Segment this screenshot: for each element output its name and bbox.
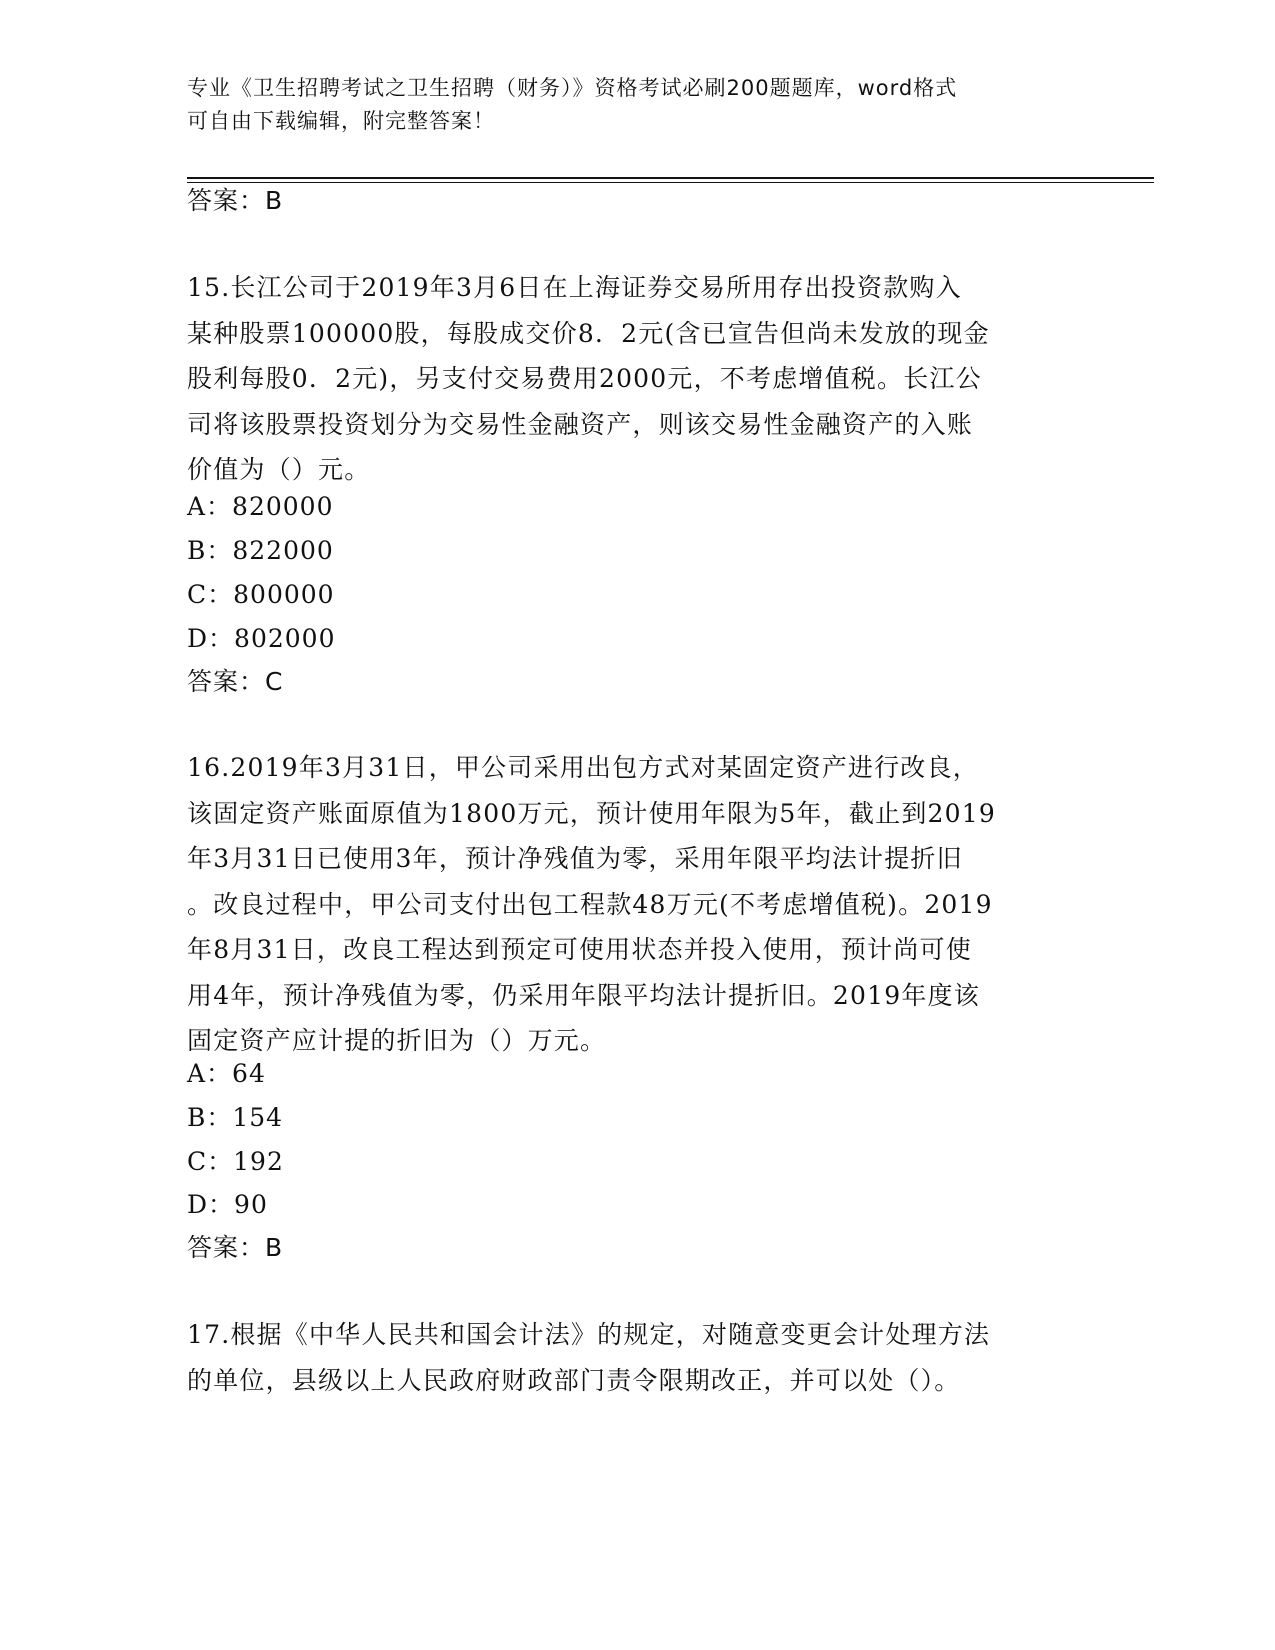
header-line-1: 专业《卫生招聘考试之卫生招聘（财务）》资格考试必刷200题题库，word格式	[187, 76, 958, 100]
question-16-option-c: C：192	[187, 1147, 284, 1176]
question-15-stem: 15.长江公司于2019年3月6日在上海证券交易所用存出投资款购入 某种股票100000股，每股成交价8．2元(含已宣告但尚未发放的现金 股利每股0．2元)，另支付交易费用2000元，不考虑增值税。长江公 司将该股票投资划分为交易性金融资产，则该交易性金融资产的入账 价值为（）元。	[187, 273, 990, 484]
question-16-option-a: A：64	[187, 1059, 266, 1088]
question-16-option-d: D：90	[187, 1190, 268, 1219]
question-15-option-a: A：820000	[187, 492, 334, 521]
question-16-option-b: B：154	[187, 1103, 284, 1132]
header-rule-thick	[187, 177, 1154, 179]
header-line-2: 可自由下载编辑，附完整答案！	[187, 109, 495, 133]
answer-previous: 答案：B	[187, 186, 284, 215]
question-16-stem: 16.2019年3月31日，甲公司采用出包方式对某固定资产进行改良， 该固定资产账面原值为1800万元，预计使用年限为5年，截止到2019 年3月31日已使用3年，预计净残值为零，采用年限平均法计提折旧 。改良过程中，甲公司支付出包工程款48万元(不考虑增值税)。2019 年8月31日，改良工程达到预定可使用状态并投入使用，预计尚可使 用4年，预计净残值为零，仍采用年限平均法计提折旧。2019年度该 固定资产应计提的折旧为（）万元。	[187, 753, 996, 1055]
question-16-answer: 答案：B	[187, 1233, 284, 1262]
question-15-option-c: C：800000	[187, 580, 335, 609]
header-rule-thin	[187, 182, 1154, 183]
page-header	[187, 72, 1077, 138]
question-17-stem: 17.根据《中华人民共和国会计法》的规定，对随意变更会计处理方法 的单位，县级以上人民政府财政部门责令限期改正，并可以处（）。	[187, 1320, 991, 1395]
question-15-answer: 答案：C	[187, 667, 284, 696]
question-15-option-b: B：822000	[187, 536, 334, 565]
question-15-option-d: D：802000	[187, 624, 336, 653]
